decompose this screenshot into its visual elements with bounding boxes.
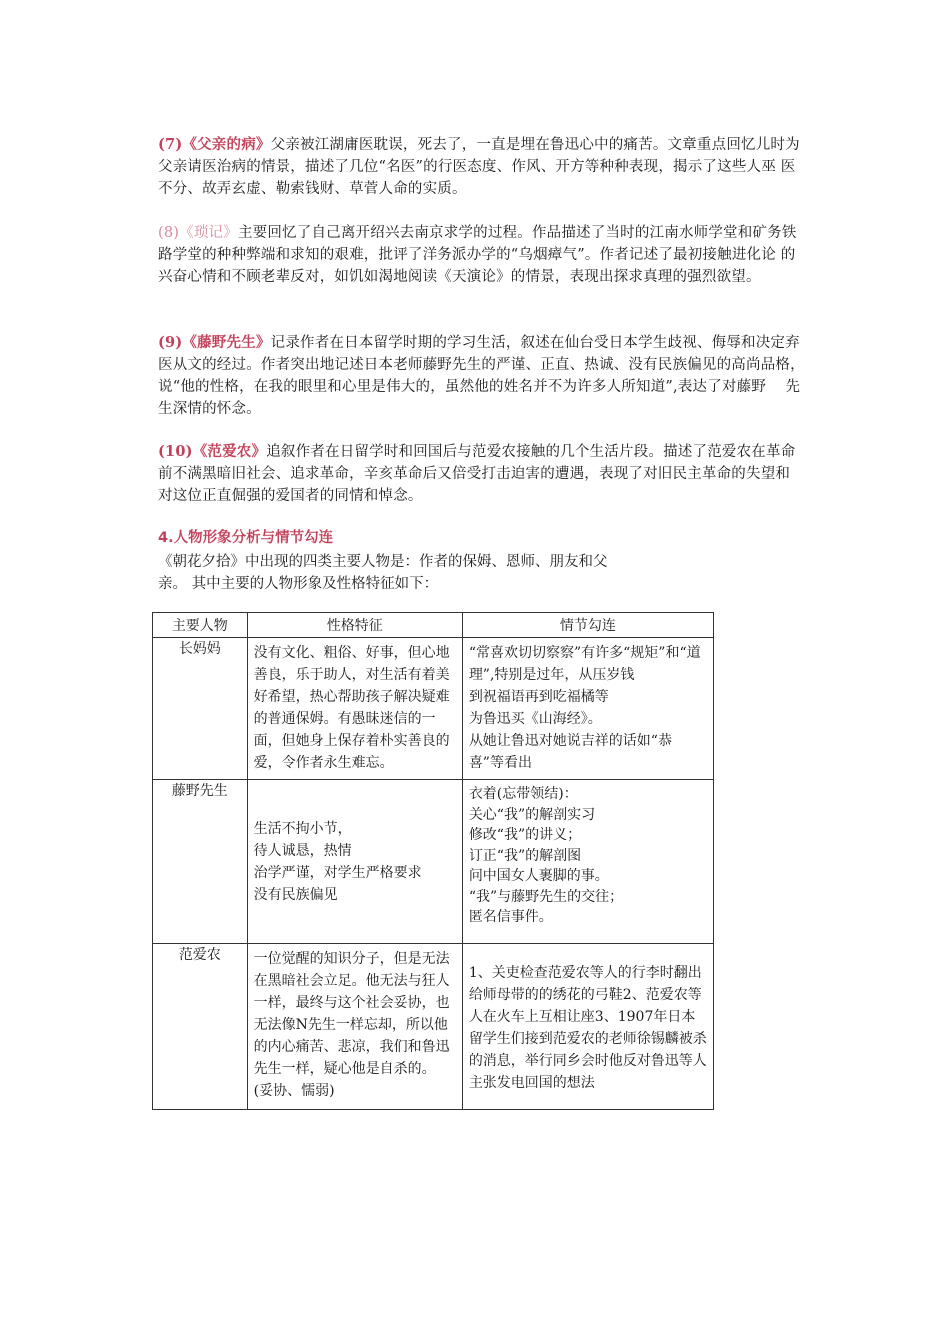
plot-cell [462,780,713,944]
plot-line: 关心“我”的解剖实习 [468,806,596,823]
plot-line: 匿名信事件。 [468,909,553,925]
plot-line: 问中国女人裹脚的事。 [468,868,609,884]
paragraph-tag: (8)《琐记》 [158,225,238,241]
plot-text: 1、关吏检查范爱农等人的行李时翻出给师母带的的绣花的弓鞋2、范爱农等人在火车上互相让座3、1907年日本留学生们接到范爱农的老师徐锡麟被杀的消息，举行同乡会时他反对鲁迅等人主张发电回国的想法 [468,965,707,1091]
plot-line: 到祝福语再到吃福橘等 [468,689,609,705]
paragraph-father-illness [158,134,808,200]
plot-line: 订正“我”的解剖图 [468,847,582,864]
traits-note: (妥协、懦弱) [253,1083,335,1099]
traits-line: 生活不拘小节， [253,820,352,837]
traits-line: 治学严谨，对学生严格要求 [253,864,422,881]
table-row [153,944,714,1110]
traits-line: 没有民族偏见 [253,886,338,903]
traits-cell [247,638,462,780]
plot-line: 衣着(忘带领结)： [468,786,578,802]
paragraph-tag: (9)《藤野先生》 [158,334,271,351]
traits-line: 待人诚恳，热情 [253,842,352,859]
plot-line: 为鲁迅买《山海经》。 [468,711,602,727]
paragraph-text: 主要回忆了自己离开绍兴去南京求学的过程。作品描述了当时的江南水师学堂和矿务铁 路学堂的种种弊端和求知的艰难，批评了洋务派办学的“乌烟瘴气”。作者记述了最初接触进化论 的兴奋心情和不顾老辈反对，如饥如渴地阅读《天演论》的情景，表现出探求真理的强烈欲望。 [158,225,797,285]
character-table [152,612,714,1110]
paragraph-suoji [158,222,808,288]
plot-cell [462,638,713,780]
plot-line: “常喜欢切切察察”有许多“规矩”和“道理”,特别是过年，从压岁钱 [468,645,701,683]
paragraph-text: 记录作者在日本留学时期的学习生活，叙述在仙台受日本学生歧视、侮辱和决定弃医从文的经过。作者突出地记述日本老师藤野先生的严谨、正直、热诚、没有民族偏见的高尚品格， 说“他的性格，在我的眼里和心里是伟大的，虽然他的姓名并不为许多人所知道”,表达了对藤野 先生深情的怀念。 [158,335,805,417]
traits-text: 一位觉醒的知识分子，但是无法在黑暗社会立足。他无法与狂人一样，最终与这个社会妥协，也无法像N先生一样忘却，所以他的内心痛苦、悲凉，我们和鲁迅先生一样，疑心他是自杀的。 [253,951,450,1077]
section-heading: 4.人物形象分析与情节勾连 [158,530,334,546]
traits-cell [247,780,462,944]
paragraph-text: 父亲被江湖庸医耽误，死去了，一直是埋在鲁迅心中的痛苦。文章重点回忆儿时为父亲请医治病的情景，描述了几位“名医”的行医态度、作风、开方等种种表现，揭示了这些人巫 医不分、故弄玄虚、勒索钱财、草菅人命的实质。 [158,137,800,197]
character-name: 范爱农 [153,944,248,1110]
paragraph-tag: (10)《范爱农》 [158,443,267,460]
table-header-row [153,613,714,638]
header-traits: 性格特征 [247,613,462,638]
paragraph-tag: (7)《父亲的病》 [158,136,271,153]
traits-text: 没有文化、粗俗、好事，但心地善良，乐于助人，对生活有着美好希望，热心帮助孩子解决疑难的普通保姆。有愚昧迷信的一面，但她身上保存着朴实善良的爱，令作者永生难忘。 [253,645,450,771]
traits-cell [247,944,462,1110]
plot-line: 修改“我”的讲义； [468,827,582,843]
header-character: 主要人物 [153,613,248,638]
plot-line: “我”与藤野先生的交往； [468,888,624,905]
header-plot: 情节勾连 [462,613,713,638]
table-row [153,780,714,944]
character-name: 长妈妈 [153,638,248,780]
paragraph-fujino [158,332,808,420]
character-name: 藤野先生 [153,780,248,944]
paragraph-fan-ainong [158,441,808,507]
plot-line: 从她让鲁迅对她说吉祥的话如“恭喜”等看出 [468,733,672,771]
paragraph-text: 追叙作者在日留学时和回国后与范爱农接触的几个生活片段。描述了范爱农在革命前不满黑暗旧社会、追求革命，辛亥革命后又倍受打击迫害的遭遇，表现了对旧民主革命的失望和 对这位正直倔强的爱国者的同情和悼念。 [158,444,796,504]
plot-cell [462,944,713,1110]
table-row [153,638,714,780]
section-intro: 《朝花夕拾》中出现的四类主要人物是：作者的保姆、恩师、朋友和父亲。 其中主要的人物形象及性格特征如下： [158,554,608,592]
